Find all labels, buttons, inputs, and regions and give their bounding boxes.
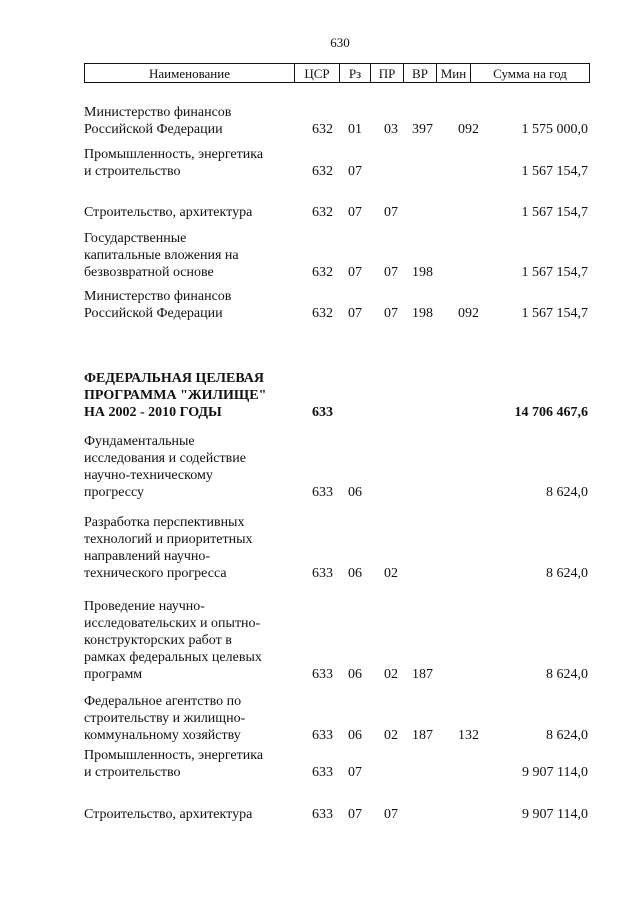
- row-pr-cell: 03: [384, 122, 398, 137]
- page-number: 630: [330, 35, 350, 50]
- row-sum-cell: 1 567 154,7: [521, 164, 588, 179]
- row-sum-cell: 8 624,0: [546, 728, 588, 743]
- row-sum-cell: 9 907 114,0: [522, 807, 588, 822]
- row-csr-cell: 633: [312, 667, 333, 682]
- row-csr-cell: 632: [312, 306, 333, 321]
- row-csr-cell: 633: [312, 807, 333, 822]
- row-min-cell: 092: [458, 306, 479, 321]
- header-min: Мин: [436, 64, 470, 82]
- row-rz-cell: 07: [348, 765, 362, 780]
- row-csr-cell: 633: [312, 405, 333, 420]
- row-sum-cell: 1 567 154,7: [521, 265, 588, 280]
- row-rz-cell: 06: [348, 485, 362, 500]
- row-csr-cell: 632: [312, 265, 333, 280]
- row-csr-cell: 632: [312, 164, 333, 179]
- row-rz-cell: 06: [348, 667, 362, 682]
- row-pr-cell: 07: [384, 205, 398, 220]
- row-rz-cell: 07: [348, 164, 362, 179]
- row-sum-cell: 8 624,0: [546, 485, 588, 500]
- header-name: Наименование: [149, 66, 230, 81]
- header-pr: ПР: [370, 64, 403, 82]
- row-pr-cell: 07: [384, 306, 398, 321]
- row-vr-cell: 187: [412, 667, 433, 682]
- row-csr-cell: 633: [312, 566, 333, 581]
- row-rz-cell: 07: [348, 265, 362, 280]
- row-rz-cell: 06: [348, 566, 362, 581]
- row-csr-cell: 632: [312, 205, 333, 220]
- row-name: Промышленность, энергетика и строительство: [84, 147, 264, 179]
- row-sum-cell: 1 575 000,0: [521, 122, 588, 137]
- row-vr-cell: 397: [412, 122, 433, 137]
- row-name: Промышленность, энергетика и строительство: [84, 748, 264, 780]
- row-csr-cell: 632: [312, 122, 333, 137]
- row-sum-cell: 1 567 154,7: [521, 306, 588, 321]
- row-rz-cell: 07: [348, 807, 362, 822]
- row-min-cell: 132: [458, 728, 479, 743]
- row-vr-cell: 198: [412, 306, 433, 321]
- header-vr: ВР: [403, 64, 436, 82]
- row-name: Фундаментальные исследования и содействие научно-техническому прогрессу: [84, 434, 246, 500]
- row-vr-cell: 187: [412, 728, 433, 743]
- row-pr-cell: 02: [384, 566, 398, 581]
- row-pr-cell: 07: [384, 265, 398, 280]
- row-min-cell: 092: [458, 122, 479, 137]
- row-name: Министерство финансов Российской Федерации: [84, 289, 232, 321]
- row-sum-cell: 8 624,0: [546, 667, 588, 682]
- header-csr: ЦСР: [294, 64, 339, 82]
- row-name: Строительство, архитектура: [84, 807, 253, 822]
- row-pr-cell: 02: [384, 667, 398, 682]
- row-name: ФЕДЕРАЛЬНАЯ ЦЕЛЕВАЯ ПРОГРАММА "ЖИЛИЩЕ" НА 2002 - 2010 ГОДЫ: [84, 371, 267, 420]
- row-rz-cell: 06: [348, 728, 362, 743]
- row-pr-cell: 07: [384, 807, 398, 822]
- row-rz-cell: 01: [348, 122, 362, 137]
- row-name: Государственные капитальные вложения на безвозвратной основе: [84, 231, 239, 280]
- row-csr-cell: 633: [312, 765, 333, 780]
- row-name: Федеральное агентство по строительству и жилищно- коммунальному хозяйству: [84, 694, 246, 743]
- row-sum-cell: 9 907 114,0: [522, 765, 588, 780]
- row-name: Проведение научно- исследовательских и опытно- конструкторских работ в рамках федеральных целевых программ: [84, 599, 262, 682]
- header-rz: Рз: [339, 64, 370, 82]
- row-name: Министерство финансов Российской Федерации: [84, 105, 232, 137]
- row-name: Разработка перспективных технологий и приоритетных направлений научно- технического прогресса: [84, 515, 253, 581]
- row-vr-cell: 198: [412, 265, 433, 280]
- header-sum: Сумма на год: [470, 64, 589, 82]
- row-csr-cell: 633: [312, 728, 333, 743]
- row-pr-cell: 02: [384, 728, 398, 743]
- row-rz-cell: 07: [348, 306, 362, 321]
- row-rz-cell: 07: [348, 205, 362, 220]
- row-csr-cell: 633: [312, 485, 333, 500]
- row-sum-cell: 8 624,0: [546, 566, 588, 581]
- row-name: Строительство, архитектура: [84, 205, 253, 220]
- row-sum-cell: 14 706 467,6: [514, 405, 588, 420]
- row-sum-cell: 1 567 154,7: [521, 205, 588, 220]
